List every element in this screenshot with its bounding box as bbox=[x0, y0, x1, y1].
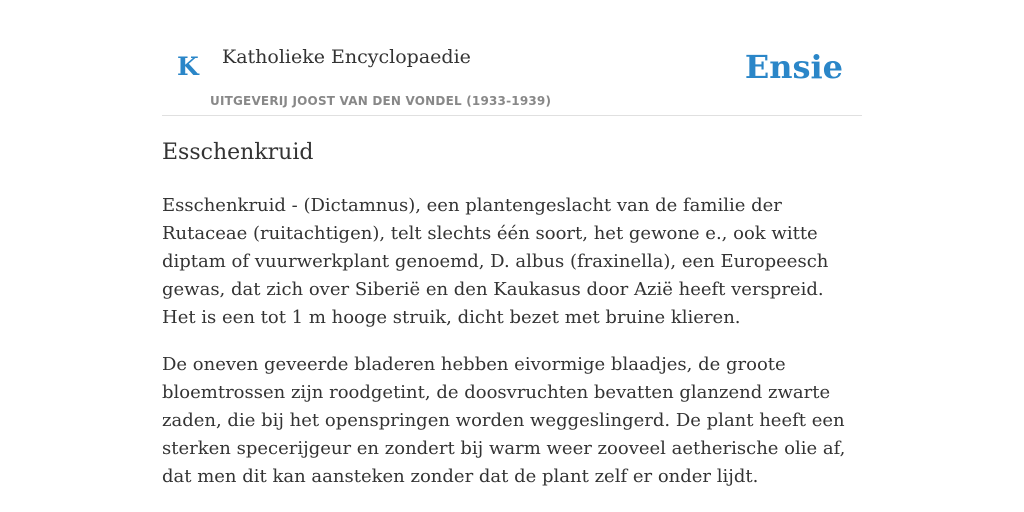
article-body bbox=[162, 192, 862, 510]
publication-logo[interactable]: K bbox=[177, 52, 199, 81]
publisher-subtitle: UITGEVERIJ JOOST VAN DEN VONDEL (1933-1939) bbox=[210, 94, 552, 108]
article-paragraph: De oneven geveerde bladeren hebben eivormige blaadjes, de groote bloemtrossen zijn roodgetint, de doosvruchten bevatten glanzend zwarte zaden, die bij het openspringen worden weggeslingerd. De plant heeft een sterken specerijgeur en zondert bij warm weer zooveel aetherische olie af, dat men dit kan aansteken zonder dat de plant zelf er onder lijdt. bbox=[162, 354, 846, 487]
ensie-brand-link[interactable]: Ensie bbox=[744, 48, 843, 86]
article-paragraph: Esschenkruid - (Dictamnus), een plantengeslacht van de familie der Rutaceae (ruitachtigen), telt slechts één soort, het gewone e., ook witte diptam of vuurwerkplant genoemd, D. albus (fraxinella), een Europeesch gewas, dat zich over Siberië en den Kaukasus door Azië heeft verspreid. Het is een tot 1 m hooge struik, dicht bezet met bruine klieren. bbox=[162, 195, 829, 328]
page-container bbox=[162, 0, 862, 512]
publication-title[interactable]: Katholieke Encyclopaedie bbox=[222, 46, 471, 68]
site-header bbox=[162, 0, 862, 116]
article-title: Esschenkruid bbox=[162, 140, 314, 165]
